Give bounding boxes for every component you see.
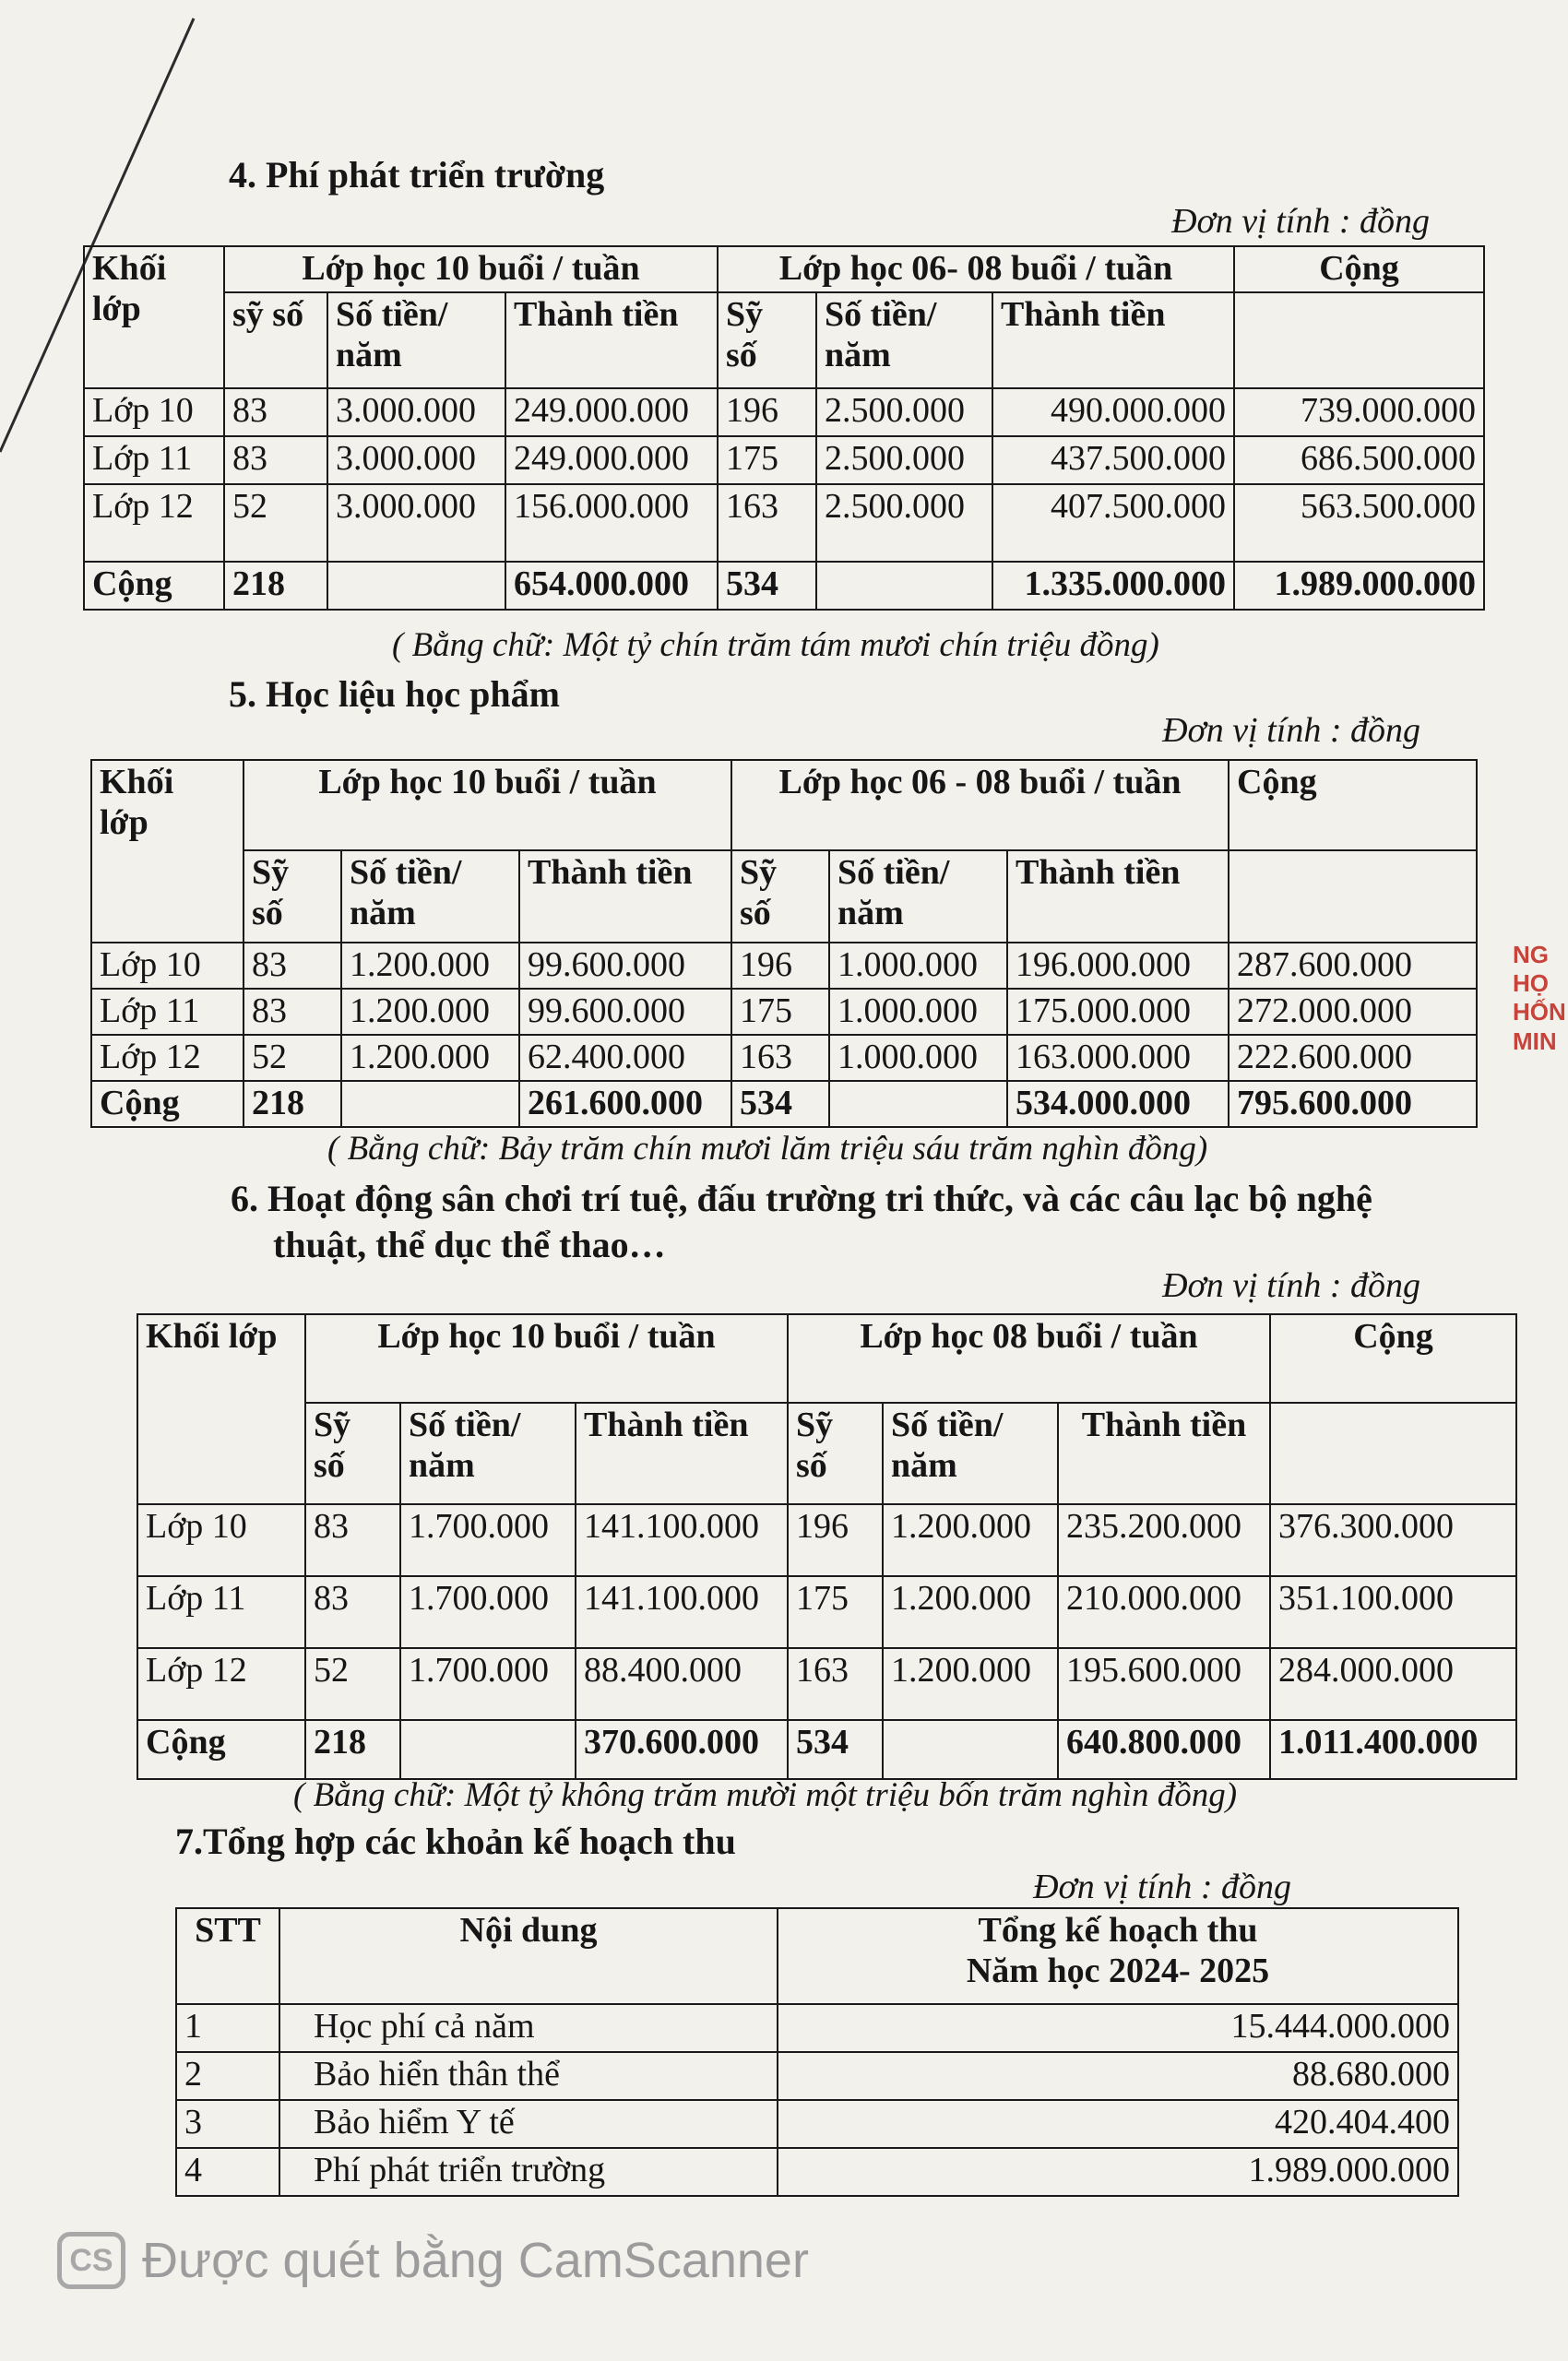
cell-sy-so-2: 163 [718,484,816,562]
cell-lop: Lớp 12 [84,484,224,562]
cell-total-label: Cộng [137,1720,305,1779]
cell-sy-so-2: 175 [788,1576,883,1648]
header-khoi-lop: Khối lớp [91,760,244,943]
header-thanh-tien-2: Thành tiền [1007,850,1229,943]
cell-thanh-tien: 99.600.000 [519,989,731,1035]
table-row [176,2100,1458,2148]
cell-so-tien-2: 2.500.000 [816,484,992,562]
header-sy-so-2: Sỹ số [718,292,816,388]
cell-lop: Lớp 12 [137,1648,305,1720]
section-7-table [175,1907,1459,2197]
cell-cong: 739.000.000 [1234,388,1484,436]
cell-total-sy-so-2: 534 [788,1720,883,1779]
cell-total-thanh-tien-2: 534.000.000 [1007,1081,1229,1127]
table-row [84,484,1484,562]
cell-empty [816,562,992,610]
section-4-unit: Đơn vị tính : đồng [1171,202,1430,241]
cell-thanh-tien-2: 490.000.000 [992,388,1234,436]
cell-stt: 4 [176,2148,279,2196]
header-thanh-tien: Thành tiền [576,1403,788,1504]
cell-lop: Lớp 11 [84,436,224,484]
cell-value: 420.404.400 [778,2100,1458,2148]
cell-cong: 376.300.000 [1270,1504,1516,1576]
cell-noi-dung: Bảo hiểm Y tế [279,2100,778,2148]
header-sy-so-2: Sỹ số [788,1403,883,1504]
cell-lop: Lớp 10 [91,943,244,989]
header-group-08: Lớp học 08 buổi / tuần [788,1314,1270,1403]
cell-sy-so: 83 [224,388,327,436]
header-group-10: Lớp học 10 buổi / tuần [244,760,731,850]
header-thanh-tien-2: Thành tiền [1058,1403,1270,1504]
cell-noi-dung: Phí phát triển trường [279,2148,778,2196]
header-khoi-lop: Khối lớp [84,246,224,388]
header-sy-so: sỹ số [224,292,327,388]
cell-so-tien: 1.700.000 [400,1576,576,1648]
cell-sy-so-2: 175 [731,989,829,1035]
cell-so-tien: 3.000.000 [327,436,505,484]
cell-lop: Lớp 11 [137,1576,305,1648]
cell-cong: 222.600.000 [1229,1035,1477,1081]
camscanner-logo-icon: CS [57,2232,125,2289]
cell-lop: Lớp 12 [91,1035,244,1081]
cell-noi-dung: Học phí cả năm [279,2004,778,2052]
section-4-table [83,245,1485,611]
header-sy-so-2: Sỹ số [731,850,829,943]
header-cong: Cộng [1229,760,1477,850]
header-so-tien: Số tiền/ năm [400,1403,576,1504]
cell-cong: 686.500.000 [1234,436,1484,484]
cell-stt: 1 [176,2004,279,2052]
cell-thanh-tien: 249.000.000 [505,436,718,484]
cell-total-sy-so: 218 [224,562,327,610]
table-row [137,1648,1516,1720]
cell-thanh-tien: 99.600.000 [519,943,731,989]
section-6-unit: Đơn vị tính : đồng [1162,1266,1420,1305]
table-row [137,1576,1516,1648]
section-5-table [90,759,1478,1128]
cell-so-tien: 3.000.000 [327,388,505,436]
cell-cong: 284.000.000 [1270,1648,1516,1720]
cell-thanh-tien-2: 235.200.000 [1058,1504,1270,1576]
cell-lop: Lớp 10 [84,388,224,436]
section-6-caption: ( Bằng chữ: Một tỷ không trăm mười một triệu bốn trăm nghìn đồng) [293,1776,1238,1814]
cell-cong: 287.600.000 [1229,943,1477,989]
cell-thanh-tien-2: 195.600.000 [1058,1648,1270,1720]
cell-so-tien-2: 1.200.000 [883,1648,1058,1720]
cell-so-tien-2: 1.000.000 [829,1035,1007,1081]
cell-total-thanh-tien: 654.000.000 [505,562,718,610]
total-row [84,562,1484,610]
header-so-tien-2: Số tiền/ năm [816,292,992,388]
table-row [91,1035,1477,1081]
cell-thanh-tien-2: 437.500.000 [992,436,1234,484]
header-cong-blank [1229,850,1477,943]
cell-value: 88.680.000 [778,2052,1458,2100]
header-group-10: Lớp học 10 buổi / tuần [305,1314,788,1403]
cell-thanh-tien-2: 196.000.000 [1007,943,1229,989]
header-sy-so: Sỹ số [305,1403,400,1504]
section-6-table [137,1313,1517,1780]
header-tong-ke-hoach: Tổng kế hoạch thu Năm học 2024- 2025 [778,1908,1458,2004]
cell-sy-so-2: 196 [718,388,816,436]
header-so-tien-2: Số tiền/ năm [883,1403,1058,1504]
header-cong-blank [1234,292,1484,388]
section-4-title: 4. Phí phát triển trường [229,154,605,196]
cell-thanh-tien: 141.100.000 [576,1504,788,1576]
cell-empty [327,562,505,610]
section-7-unit: Đơn vị tính : đồng [1033,1868,1291,1906]
cell-stt: 3 [176,2100,279,2148]
cell-total-cong: 795.600.000 [1229,1081,1477,1127]
cell-total-sy-so: 218 [305,1720,400,1779]
cell-so-tien-2: 2.500.000 [816,388,992,436]
cell-cong: 272.000.000 [1229,989,1477,1035]
cell-empty [400,1720,576,1779]
table-row [84,388,1484,436]
cell-thanh-tien-2: 210.000.000 [1058,1576,1270,1648]
red-stamp: NG HỌ HỐN MIN [1513,941,1566,1055]
cell-lop: Lớp 11 [91,989,244,1035]
cell-sy-so: 83 [305,1576,400,1648]
cell-thanh-tien: 249.000.000 [505,388,718,436]
cell-empty [829,1081,1007,1127]
section-6-title-line-1: 6. Hoạt động sân chơi trí tuệ, đấu trường tri thức, và các câu lạc bộ nghệ [231,1178,1372,1219]
cell-empty [883,1720,1058,1779]
cell-total-sy-so-2: 534 [718,562,816,610]
header-cong: Cộng [1234,246,1484,292]
cell-so-tien: 1.200.000 [341,1035,519,1081]
header-so-tien: Số tiền/ năm [341,850,519,943]
cell-value: 15.444.000.000 [778,2004,1458,2052]
table-row [176,2004,1458,2052]
cell-sy-so: 83 [244,989,341,1035]
cell-thanh-tien: 141.100.000 [576,1576,788,1648]
cell-lop: Lớp 10 [137,1504,305,1576]
cell-total-sy-so: 218 [244,1081,341,1127]
cell-sy-so-2: 196 [788,1504,883,1576]
table-row [91,943,1477,989]
cell-total-cong: 1.989.000.000 [1234,562,1484,610]
cell-so-tien: 1.200.000 [341,989,519,1035]
cell-so-tien-2: 2.500.000 [816,436,992,484]
header-thanh-tien: Thành tiền [505,292,718,388]
header-group-06-08: Lớp học 06- 08 buổi / tuần [718,246,1234,292]
cell-total-thanh-tien-2: 640.800.000 [1058,1720,1270,1779]
cell-so-tien-2: 1.000.000 [829,989,1007,1035]
cell-thanh-tien-2: 175.000.000 [1007,989,1229,1035]
cell-empty [341,1081,519,1127]
cell-thanh-tien: 62.400.000 [519,1035,731,1081]
cell-thanh-tien: 156.000.000 [505,484,718,562]
section-4-caption: ( Bằng chữ: Một tỷ chín trăm tám mươi chín triệu đồng) [392,626,1159,664]
table-row [137,1504,1516,1576]
header-sy-so: Sỹ số [244,850,341,943]
header-group-10: Lớp học 10 buổi / tuần [224,246,718,292]
table-row [84,436,1484,484]
cell-sy-so-2: 175 [718,436,816,484]
cell-so-tien: 1.700.000 [400,1648,576,1720]
header-noi-dung: Nội dung [279,1908,778,2004]
cell-cong: 563.500.000 [1234,484,1484,562]
header-so-tien: Số tiền/ năm [327,292,505,388]
cell-sy-so: 83 [305,1504,400,1576]
cell-total-thanh-tien: 261.600.000 [519,1081,731,1127]
total-row [137,1720,1516,1779]
camscanner-text: Được quét bằng CamScanner [142,2233,809,2288]
header-cong: Cộng [1270,1314,1516,1403]
cell-thanh-tien-2: 163.000.000 [1007,1035,1229,1081]
cell-sy-so-2: 163 [788,1648,883,1720]
cell-total-label: Cộng [84,562,224,610]
camscanner-watermark [57,2232,809,2289]
cell-value: 1.989.000.000 [778,2148,1458,2196]
section-7-title: 7.Tổng hợp các khoản kế hoạch thu [175,1821,736,1862]
cell-cong: 351.100.000 [1270,1576,1516,1648]
cell-so-tien: 3.000.000 [327,484,505,562]
cell-so-tien-2: 1.200.000 [883,1504,1058,1576]
section-5-unit: Đơn vị tính : đồng [1162,711,1420,750]
header-stt: STT [176,1908,279,2004]
section-6-title-line-2: thuật, thể dục thể thao… [273,1224,666,1265]
cell-sy-so-2: 163 [731,1035,829,1081]
cell-sy-so: 52 [224,484,327,562]
cell-total-label: Cộng [91,1081,244,1127]
cell-total-cong: 1.011.400.000 [1270,1720,1516,1779]
header-so-tien-2: Số tiền/ năm [829,850,1007,943]
header-khoi-lop: Khối lớp [137,1314,305,1504]
section-5-title: 5. Học liệu học phẩm [229,673,560,715]
header-group-06-08: Lớp học 06 - 08 buổi / tuần [731,760,1229,850]
cell-stt: 2 [176,2052,279,2100]
total-row [91,1081,1477,1127]
header-cong-blank [1270,1403,1516,1504]
cell-so-tien-2: 1.200.000 [883,1576,1058,1648]
table-row [176,2148,1458,2196]
cell-total-sy-so-2: 534 [731,1081,829,1127]
cell-sy-so-2: 196 [731,943,829,989]
table-row [91,989,1477,1035]
cell-total-thanh-tien: 370.600.000 [576,1720,788,1779]
section-5-caption: ( Bằng chữ: Bảy trăm chín mươi lăm triệu sáu trăm nghìn đồng) [327,1130,1208,1168]
cell-thanh-tien-2: 407.500.000 [992,484,1234,562]
cell-sy-so: 52 [305,1648,400,1720]
cell-thanh-tien: 88.400.000 [576,1648,788,1720]
cell-sy-so: 83 [224,436,327,484]
header-thanh-tien-2: Thành tiền [992,292,1234,388]
header-thanh-tien: Thành tiền [519,850,731,943]
cell-total-thanh-tien-2: 1.335.000.000 [992,562,1234,610]
cell-so-tien-2: 1.000.000 [829,943,1007,989]
cell-noi-dung: Bảo hiển thân thể [279,2052,778,2100]
cell-so-tien: 1.200.000 [341,943,519,989]
cell-sy-so: 83 [244,943,341,989]
cell-sy-so: 52 [244,1035,341,1081]
table-row [176,2052,1458,2100]
cell-so-tien: 1.700.000 [400,1504,576,1576]
